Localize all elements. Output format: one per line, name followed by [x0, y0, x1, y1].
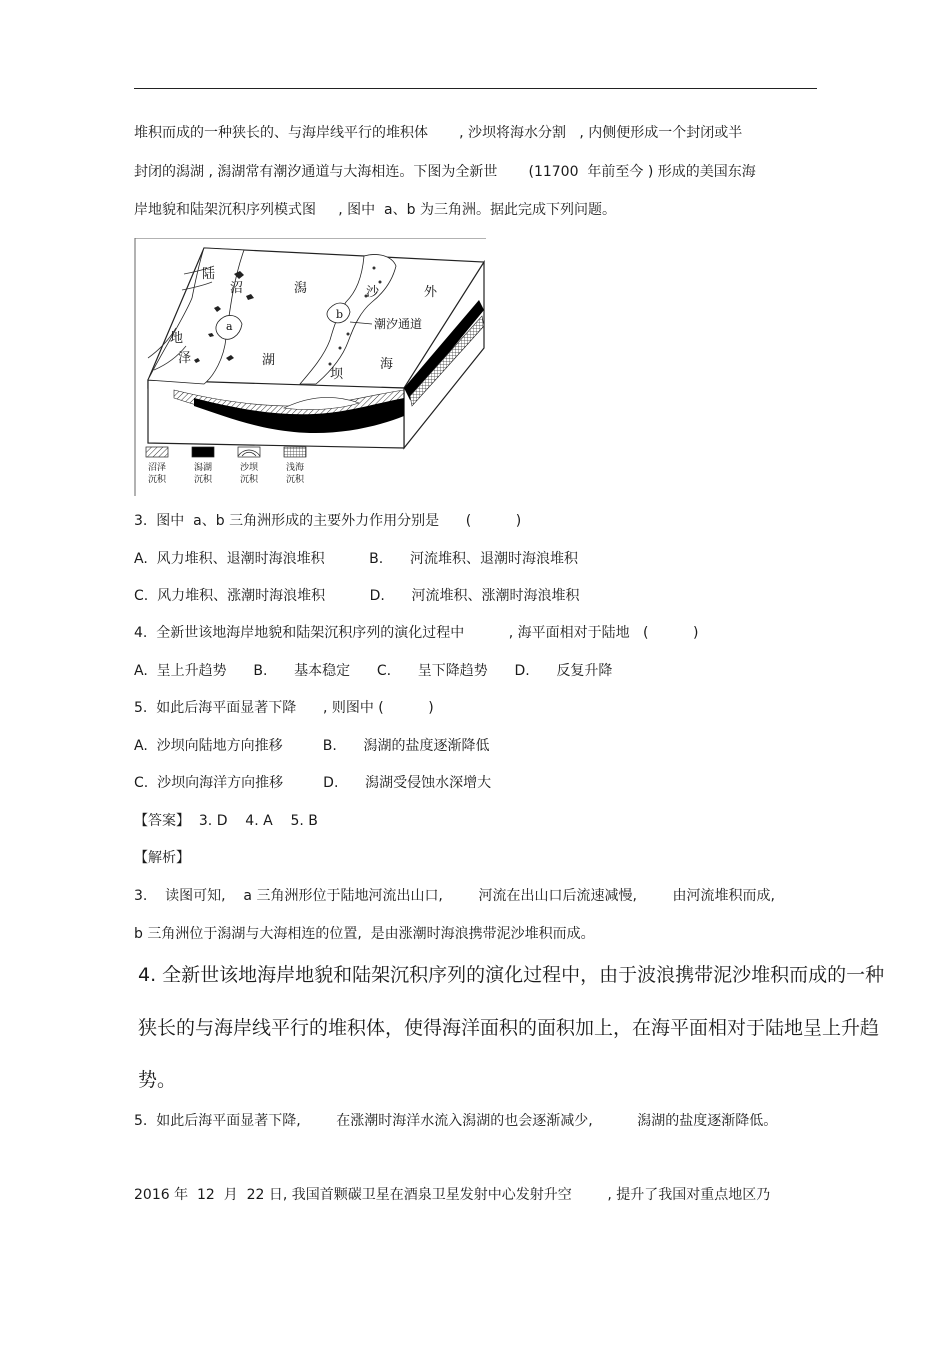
question-3-stem: 3. 图中 a、b 三角洲形成的主要外力作用分别是 ( )	[134, 513, 522, 529]
legend-label-4-top: 浅海	[286, 463, 305, 473]
analysis-4-line-2: 狭长的与海岸线平行的堆积体，使得海洋面积的面积加上，在海平面相对于陆地呈上升趋	[138, 1017, 880, 1039]
legend-label-2-bottom: 沉积	[194, 475, 213, 485]
label-b: b	[336, 308, 344, 321]
next-passage-line: 2016 年 12 月 22 日, 我国首颗碳卫星在酒泉卫星发射中心发射升空 , 提升了我国对重点地区乃	[134, 1187, 771, 1203]
label-hu: 湖	[262, 353, 276, 368]
intro-line-1: 堆积而成的一种狭长的、与海岸线平行的堆积体 , 沙坝将海水分割 , 内侧便形成一个封闭或半	[134, 125, 743, 141]
analysis-3-line-1: 3. 读图可知, a 三角洲形位于陆地河流出山口, 河流在出山口后流速减慢, 由河流堆积而成,	[134, 888, 775, 904]
question-5-options-ab: A. 沙坝向陆地方向推移 B. 潟湖的盐度逐渐降低	[134, 738, 490, 754]
label-ba: 坝	[330, 367, 344, 382]
question-4-options: A. 呈上升趋势 B. 基本稳定 C. 呈下降趋势 D. 反复升降	[134, 663, 613, 679]
label-sand: 沙	[366, 285, 380, 300]
label-land: 陆	[202, 267, 216, 282]
label-a: a	[226, 320, 233, 333]
legend-label-2-top: 潟湖	[194, 463, 213, 473]
question-5-stem: 5. 如此后海平面显著下降 , 则图中 ( )	[134, 700, 434, 716]
label-tidal-channel: 潮汐通道	[374, 317, 423, 331]
label-hai: 海	[380, 357, 394, 372]
legend-swatch-sandbar	[238, 447, 260, 457]
question-3-options-ab: A. 风力堆积、退潮时海浪堆积 B. 河流堆积、退潮时海浪堆积	[134, 551, 578, 567]
question-4-stem: 4. 全新世该地海岸地貌和陆架沉积序列的演化过程中 , 海平面相对于陆地 ( )	[134, 625, 699, 641]
legend-label-3-bottom: 沉积	[240, 475, 259, 485]
analysis-5: 5. 如此后海平面显著下降, 在涨潮时海洋水流入潟湖的也会逐渐减少, 潟湖的盐度逐渐降低。	[134, 1113, 778, 1129]
analysis-4-line-3: 势。	[138, 1069, 177, 1091]
label-marsh: 沼	[230, 281, 244, 296]
legend-swatch-lagoon	[192, 447, 214, 457]
legend-swatch-marsh	[146, 447, 168, 457]
analysis-3-line-2: b 三角洲位于潟湖与大海相连的位置, 是由涨潮时海浪携带泥沙堆积而成。	[134, 926, 595, 942]
question-5-options-cd: C. 沙坝向海洋方向推移 D. 潟湖受侵蚀水深增大	[134, 775, 492, 791]
header-rule	[134, 88, 817, 89]
intro-line-3: 岸地貌和陆架沉积序列模式图 , 图中 a、b 为三角洲。据此完成下列问题。	[134, 202, 616, 218]
legend-label-1-top: 沼泽	[148, 463, 167, 473]
coastal-landform-diagram	[134, 238, 486, 496]
legend-label-1-bottom: 沉积	[148, 475, 167, 485]
answer-line: 【答案】 3. D 4. A 5. B	[134, 813, 318, 829]
analysis-heading: 【解析】	[134, 850, 190, 866]
label-yang: 泽	[178, 351, 192, 366]
label-di: 地	[170, 331, 184, 346]
intro-line-2: 封闭的潟湖 , 潟湖常有潮汐通道与大海相连。下图为全新世 (11700 年前至今 ) 形成的美国东海	[134, 164, 756, 180]
question-3-options-cd: C. 风力堆积、涨潮时海浪堆积 D. 河流堆积、涨潮时海浪堆积	[134, 588, 580, 604]
label-outer: 外	[424, 285, 438, 300]
legend-label-3-top: 沙坝	[240, 463, 259, 473]
legend-swatch-shallow-sea	[284, 447, 306, 457]
label-lagoon: 潟	[294, 281, 308, 296]
analysis-4-line-1: 4. 全新世该地海岸地貌和陆架沉积序列的演化过程中，由于波浪携带泥沙堆积而成的一种	[138, 964, 885, 986]
legend-label-4-bottom: 沉积	[286, 475, 305, 485]
